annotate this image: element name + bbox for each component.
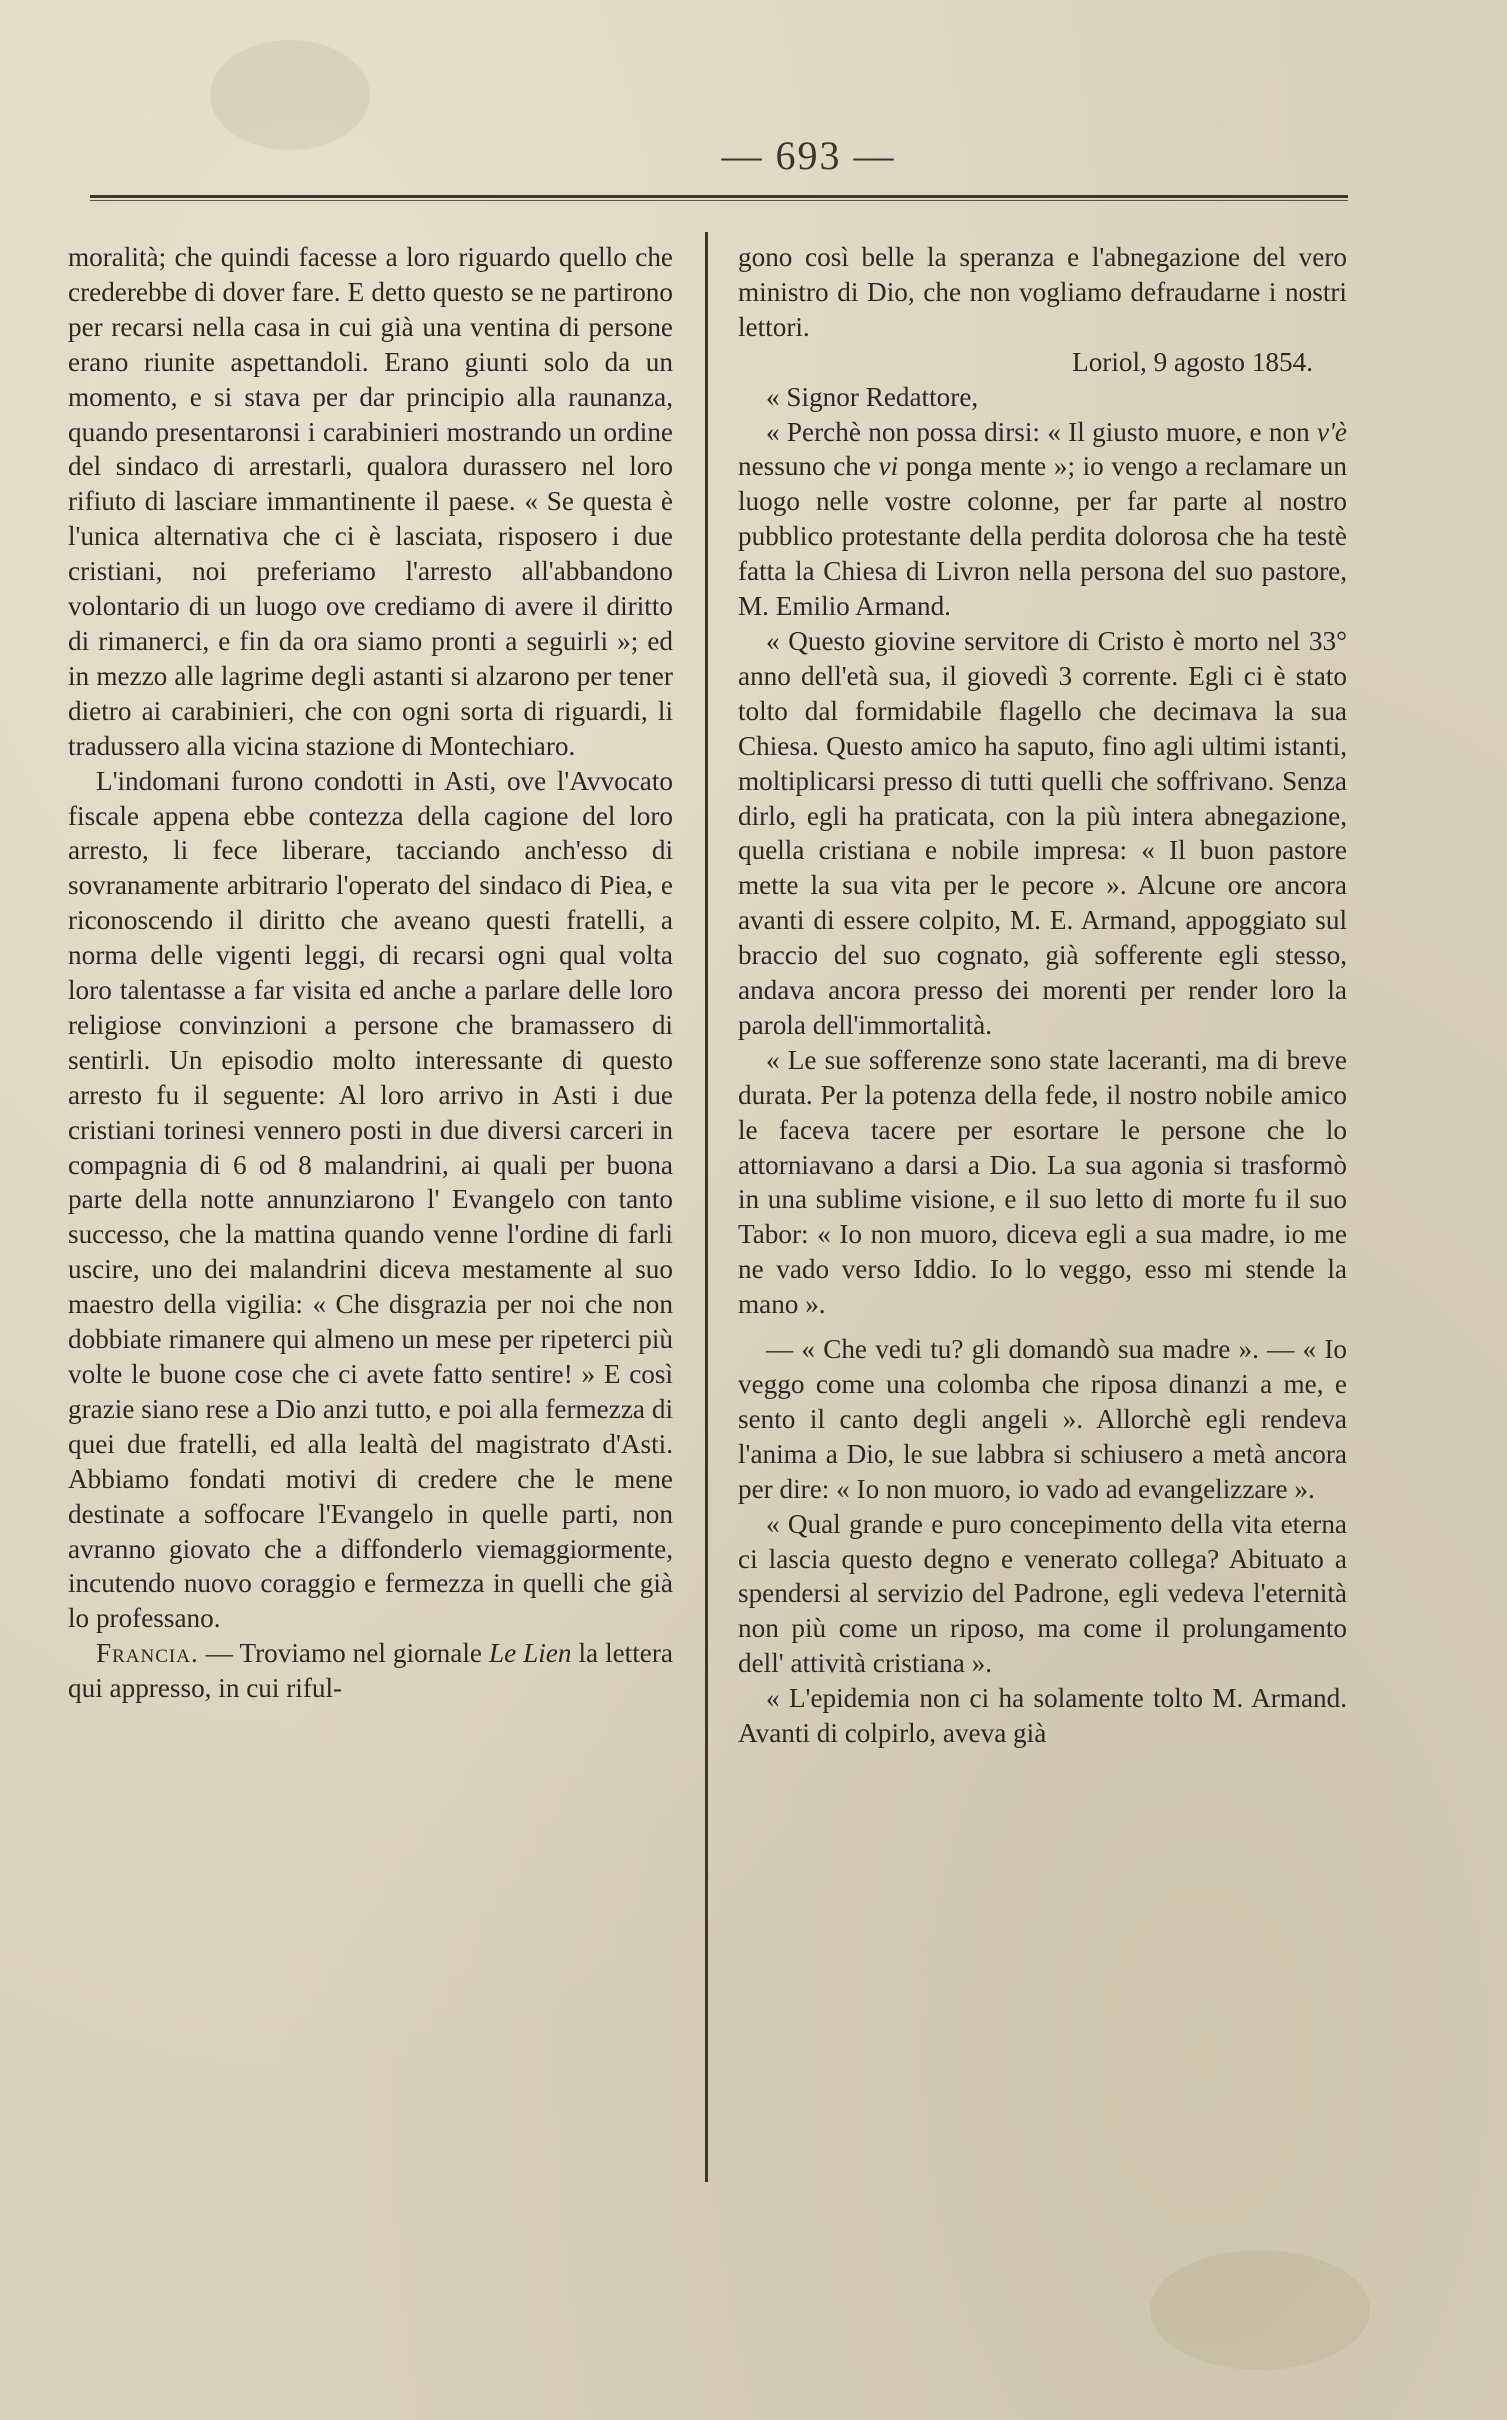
paragraph-text: la lettera qui appresso, in cui riful- [68,1638,673,1704]
section-label: Francia. [96,1638,199,1669]
italic-text: v'è [1317,416,1347,447]
paragraph: « Qual grande e puro concepimento della vita eterna ci lascia questo degno e venerato collega? Abituato a spendersi al servizio del Padrone, egli vedeva l'eternità non più come un riposo, ma come il prolungamento dell' attività cristiana ». [738,1508,1347,1679]
paragraph-text: — Troviamo nel giornale [198,1638,489,1669]
header-rule [90,195,1348,201]
paragraph-francia [68,1636,673,1706]
italic-text: vi [878,451,899,482]
paragraph: — « Che vedi tu? gli domandò sua madre ». — « Io veggo come una colomba che riposa dinanzi a me, e sento il canto degli angeli ». Allorchè egli rendeva l'anima a Dio, le sue labbra si schiusero a metà ancora per dire: « Io non muoro, io vado ad evangelizzare ». [738,1334,1347,1504]
paragraph: gono così belle la speranza e l'abnegazione del vero ministro di Dio, che non vogliamo defraudarne i nostri lettori. [738,242,1347,342]
page-number: — 693 — [721,133,896,178]
newspaper-title: Le Lien [488,1638,572,1669]
paragraph: moralità; che quindi facesse a loro riguardo quello che crederebbe di dover fare. E detto questo se ne partirono per recarsi nella casa in cui già una ventina di persone erano riunite aspettandoli. Erano giunti solo da un momento, e si stava per dar principio alla raunanza, quando presentaronsi i carabinieri mostrando un ordine del sindaco di arrestarli, qualora durassero nel loro rifiuto di lasciare immantinente il paese. « Se questa è l'unica alternativa che ci è lasciata, risposero i due cristiani, noi preferiamo l'arresto all'abbandono volontario di un luogo ove crediamo di avere il diritto di rimanerci, e fin da ora siamo pronti a seguirli »; ed in mezzo alle lagrime degli astanti si alzarono per tener dietro ai carabinieri, che con ogni sorta di riguardi, li tradussero alla vicina stazione di Montechiaro. [68,242,673,761]
paragraph [738,415,1347,624]
paragraph-text: nessuno che [738,451,879,482]
paper-stain [1150,2250,1370,2370]
paragraph: « Le sue sofferenze sono state laceranti, ma di breve durata. Per la potenza della fede, il nostro nobile amico le faceva tacere per esortare le persone che lo attorniavano a darsi a Dio. La sua agonia si trasformò in una sublime visione, e il suo letto di morte fu il suo Tabor: « Io non muoro, diceva egli a sua madre, io me ne vado verso Iddio. Io lo veggo, esso mi stende la mano ». [738,1044,1347,1320]
letter-dateline: Loriol, 9 agosto 1854. [1072,346,1313,377]
paragraph-text: ponga mente »; io vengo a reclamare un luogo nelle vostre colonne, per far parte al nostro pubblico protestante della perdita dolorosa che ha testè fatta la Chiesa di Livron nella persona del suo pastore, M. Emilio Armand. [738,451,1347,622]
paragraph: L'indomani furono condotti in Asti, ove l'Avvocato fiscale appena ebbe contezza della cagione del loro arresto, li fece liberare, tacciando anch'esso di sovranamente arbitrario l'operato del sindaco di Piea, e riconoscendo il diritto che aveano questi fratelli, a norma delle vigenti leggi, di recarsi ogni qual volta loro talentasse a far visita ed anche a parlare delle loro religiose convinzioni a persone che bramassero di sentirli. Un episodio molto interessante di questo arresto fu il seguente: Al loro arrivo in Asti i due cristiani torinesi vennero posti in due diversi carceri in compagnia di 6 od 8 malandrini, ai quali per buona parte della notte annunziarono l' Evangelo con tanto successo, che la mattina quando venne l'ordine di farli uscire, uno dei malandrini diceva mestamente al suo maestro della vigilia: « Che disgrazia per noi che non dobbiate rimanere qui almeno un mese per ripeterci più volte le buone cose che ci avete fatto sentire! » E così grazie siano rese a Dio anzi tutto, e poi alla fermezza di quei due fratelli, ed alla lealtà del magistrato d'Asti. Abbiamo fondati motivi di credere che le mene destinate a soffocare l'Evangelo in quelle parti, non avranno giovato che a diffonderlo viemaggiormente, incutendo nuovo coraggio e fermezza in quelli che già lo professano. [68,765,673,1634]
right-column [738,240,1347,1751]
paragraph-text: « Perchè non possa dirsi: « Il giusto muore, e non [766,416,1318,447]
paragraph: « Questo giovine servitore di Cristo è morto nel 33° anno dell'età sua, il giovedì 3 corrente. Egli ci è stato tolto dal formidabile flagello che decimava la sua Chiesa. Questo amico ha saputo, fino agli ultimi istanti, moltiplicarsi presso di tutti quelli che soffrivano. Senza dirlo, egli ha praticata, con la più intera abnegazione, quella cristiana e nobile impresa: « Il buon pastore mette la sua vita per le pecore ». Alcune ore ancora avanti di essere colpito, M. E. Armand, appoggiato sul braccio del suo cognato, già sofferente egli stesso, andava ancora presso dei morenti per render loro la parola dell'immortalità. [738,625,1347,1040]
left-column [68,240,673,1706]
column-divider [705,232,708,2182]
paragraph: « L'epidemia non ci ha solamente tolto M. Armand. Avanti di colpirlo, aveva già [738,1683,1347,1749]
letter-salutation: « Signor Redattore, [766,381,979,412]
